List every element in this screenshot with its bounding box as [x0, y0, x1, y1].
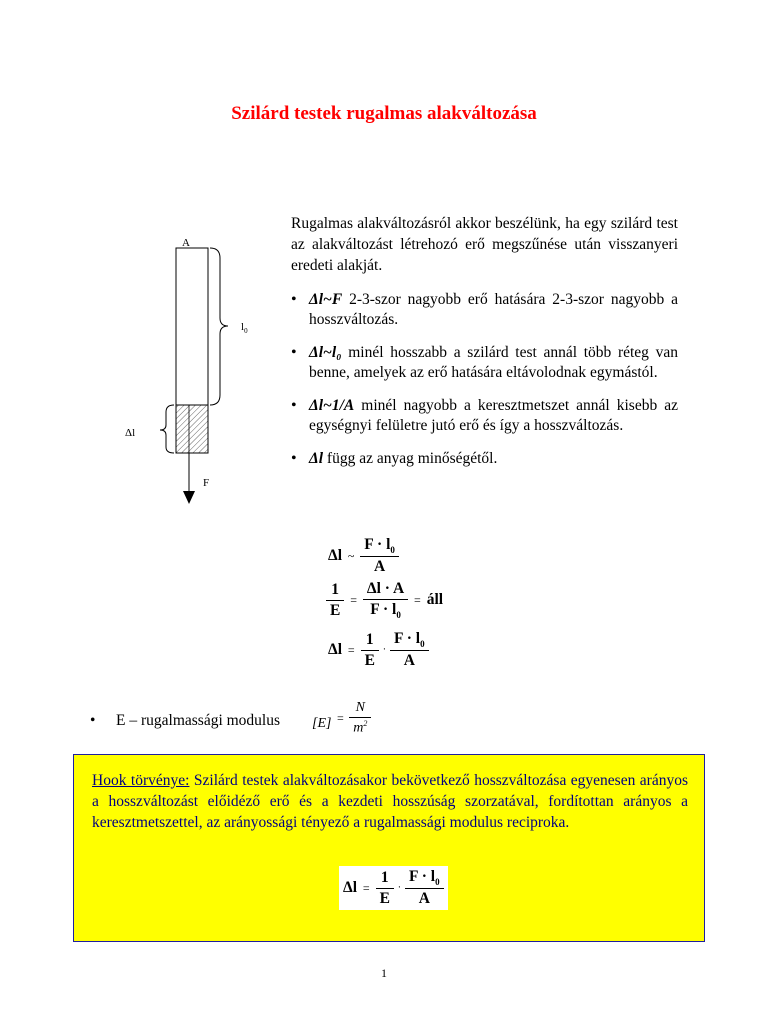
formula-proportional: Δl ~ $\frac{F \cdot l_0}{A}$: [328, 536, 399, 576]
page-number: 1: [381, 966, 387, 980]
label-a: A: [182, 237, 190, 249]
brace-l0: [210, 248, 228, 405]
list-item: • Δl~F 2-3-szor nagyobb erő hatására 2-3-szor nagyobb a hosszváltozás.: [291, 290, 678, 330]
hook-formula: Δl = $\frac{1}{E}$ · $\frac{F \cdot l_0}{A}$: [339, 866, 448, 910]
list-item: • Δl~1/A minél nagyobb a keresztmetszet annál kisebb az egységnyi felületre jutó erő és így a hosszváltozás.: [291, 396, 678, 436]
formula-modulus: $\frac{1}{E}$ = $\frac{\Delta l \cdot A}{F \cdot l_0}$ = áll: [326, 580, 443, 620]
hook-law-box: [73, 754, 705, 942]
label-f: F: [203, 477, 210, 489]
list-item: • Δl függ az anyag minőségétől.: [291, 449, 678, 469]
force-arrow-head: [183, 491, 195, 504]
rod: [176, 248, 208, 405]
properties-list: [291, 290, 678, 482]
page-title: Szilárd testek rugalmas alakváltozása: [231, 103, 537, 124]
modulus-unit: [E] = $\frac{N}{m^2}$: [312, 700, 371, 737]
brace-delta: [160, 405, 174, 453]
formula-elongation: Δl = $\frac{1}{E}$ · $\frac{F \cdot l_0}{A}$: [328, 630, 429, 670]
elongation-section: [176, 405, 208, 453]
label-delta-l: Δl: [125, 427, 136, 439]
hook-law-text: Hook törvénye: Szilárd testek alakváltozásakor bekövetkező hosszváltozása egyenesen arányos a hosszváltozást előidéző erő és a kezdeti hosszúság szorzatával, fordítottan arányos a keresztmetszettel, az arányossági tényező a rugalmassági modulus reciproka.: [92, 772, 688, 831]
elongation-diagram: [110, 230, 280, 510]
intro-paragraph: Rugalmas alakváltozásról akkor beszélünk, ha egy szilárd test az alakváltozást létrehozó erő megszűnése után visszanyeri eredeti alakját.: [291, 215, 678, 274]
modulus-text: E – rugalmassági modulus: [116, 712, 281, 729]
list-item: • Δl~l₀ minél hosszabb a szilárd test annál több réteg van benne, amelyek az erő hatására eltávolodnak egymástól.: [291, 343, 678, 383]
label-l0: $l_0$: [241, 321, 248, 335]
